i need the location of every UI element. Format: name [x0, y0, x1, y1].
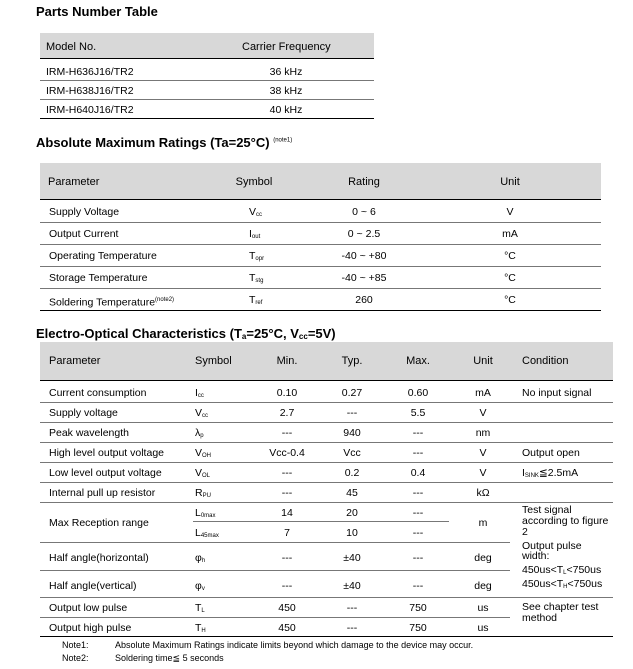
- amr-header-symbol: Symbol: [235, 176, 273, 188]
- amr-header-unit: Unit: [500, 176, 520, 188]
- eoc-header-condition: Condition: [522, 355, 569, 367]
- parts-header-frequency: Carrier Frequency: [242, 41, 331, 53]
- condition-output-pulse: Output pulse width:: [522, 540, 582, 562]
- eoc-header-unit: Unit: [473, 355, 493, 367]
- amr-title: Absolute Maximum Ratings (Ta=25°C) $^{(note1)}$: [36, 135, 293, 150]
- condition-test-signal: Test signal according to figure 2: [522, 504, 609, 538]
- condition-see-chapter: See chapter test method: [522, 601, 599, 624]
- amr-header-parameter: Parameter: [48, 176, 100, 188]
- parts-header-model: Model No.: [46, 41, 97, 53]
- eoc-header-symbol: Symbol: [195, 355, 232, 367]
- eoc-header-min: Min.: [276, 355, 298, 367]
- eoc-header-typ: Typ.: [341, 355, 363, 367]
- eoc-header-parameter: Parameter: [49, 355, 101, 367]
- amr-header-rating: Rating: [348, 176, 380, 188]
- eoc-header-max: Max.: [406, 355, 430, 367]
- condition-pulse-range: 450us<TL<750us 450us<TH<750us: [522, 564, 603, 590]
- parts-title: Parts Number Table: [36, 4, 158, 19]
- eoc-title: Electro-Optical Characteristics (Ta=25°C, Vcc=5V): [36, 326, 336, 341]
